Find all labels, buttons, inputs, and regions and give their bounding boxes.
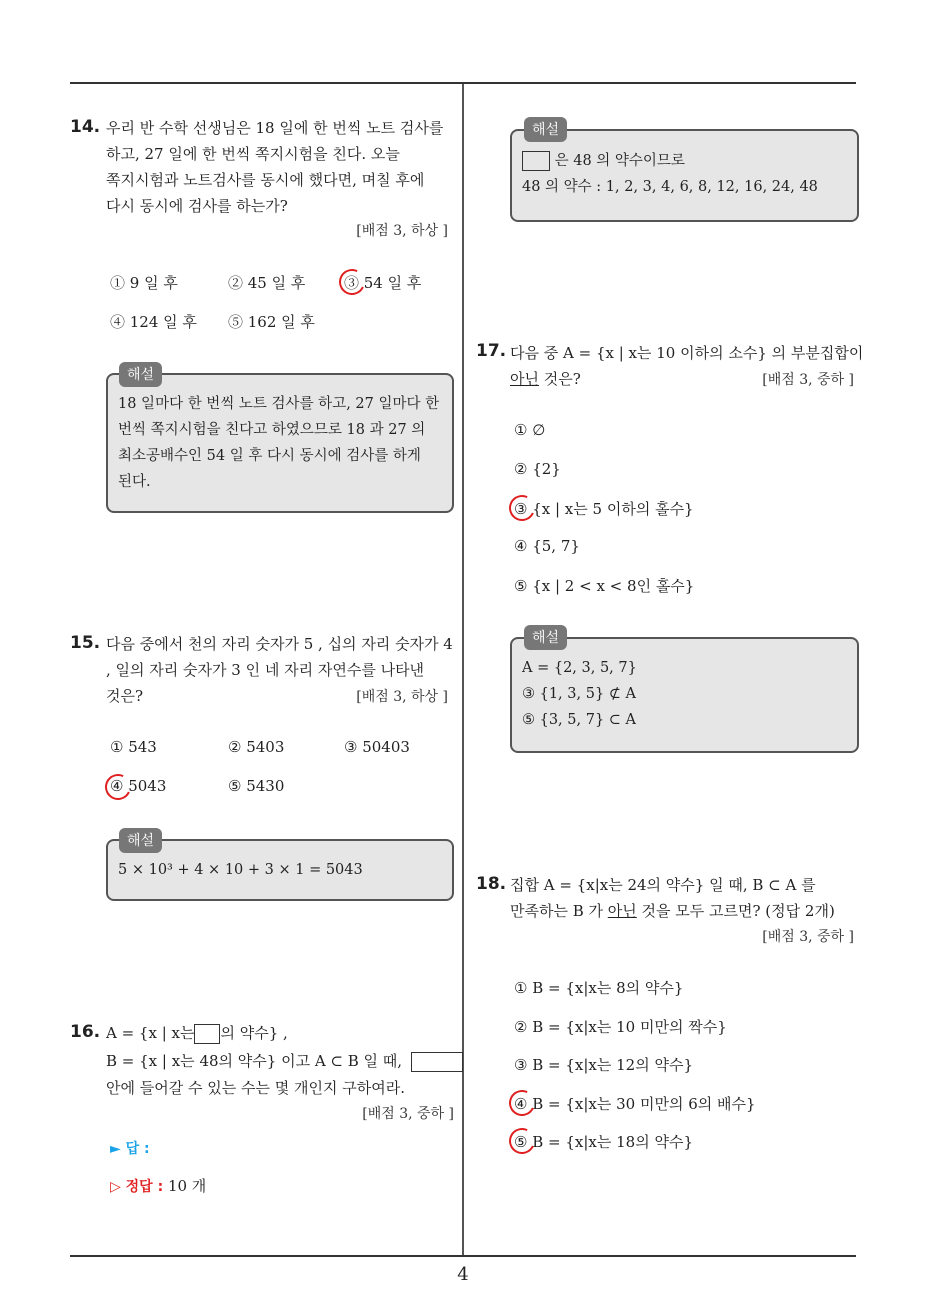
q18-text xyxy=(510,872,835,924)
q15-score: [배점 3, 하상 ] xyxy=(356,689,448,705)
q15-answer-mark-icon xyxy=(101,770,134,803)
q18-line2-a: 만족하는 B 가 xyxy=(510,902,608,920)
q17-line1: 다음 중 A = {x | x는 10 이하의 소수} 의 부분집합이 xyxy=(510,344,864,362)
q14-score: [배점 3, 하상 ] xyxy=(356,223,448,239)
q16-solution-text xyxy=(522,148,818,200)
q14-option-5[interactable]: ⑤ 162 일 후 xyxy=(228,313,315,331)
q17-option-4[interactable]: ④ {5, 7} xyxy=(514,537,580,555)
q18-option-5[interactable]: ⑤ B = {x|x는 18의 약수} xyxy=(514,1133,693,1151)
q14-line1: 우리 반 수학 선생님은 18 일에 한 번씩 노트 검사를 xyxy=(106,119,444,137)
q14-line2: 하고, 27 일에 한 번씩 쪽지시험을 친다. 오늘 xyxy=(106,145,400,163)
q14-sol-line3: 최소공배수인 54 일 후 다시 동시에 검사를 하게 xyxy=(118,448,421,464)
q14-sol-line4: 된다. xyxy=(118,474,151,490)
q18-answer-mark-icon-a xyxy=(505,1086,538,1119)
q17-option-3[interactable]: ③ {x | x는 5 이하의 홀수} xyxy=(514,500,694,518)
q17-sol-line3: ⑤ {3, 5, 7} ⊂ A xyxy=(522,712,637,728)
q15-line3: 것은? xyxy=(106,687,144,705)
q17-score: [배점 3, 중하 ] xyxy=(762,372,854,388)
q18-score: [배점 3, 중하 ] xyxy=(762,929,854,945)
q16-sol-line2: 48 의 약수 : 1, 2, 3, 4, 6, 8, 12, 16, 24, 48 xyxy=(522,179,818,195)
q16-answer-label: ► 답 : xyxy=(110,1141,150,1157)
q16-number: 16. xyxy=(70,1022,101,1042)
q14-number: 14. xyxy=(70,117,101,137)
q15-option-1[interactable]: ① 543 xyxy=(110,738,157,756)
q18-line1: 집합 A = {x|x는 24의 약수} 일 때, B ⊂ A 를 xyxy=(510,876,816,894)
q14-solution-text xyxy=(118,391,439,495)
q18-option-2[interactable]: ② B = {x|x는 10 미만의 짝수} xyxy=(514,1018,727,1036)
q14-text xyxy=(106,115,443,219)
q14-option-3[interactable]: ③ 54 일 후 xyxy=(344,274,422,292)
q17-answer-mark-icon xyxy=(505,491,538,524)
q16-line2-a: B = {x | x는 48의 약수} 이고 A ⊂ B 일 때, xyxy=(106,1052,403,1070)
q15-option-4[interactable]: ④ 5043 xyxy=(110,777,167,795)
q17-solution-tag: 해설 xyxy=(524,625,567,650)
q15-solution-tag: 해설 xyxy=(119,828,162,853)
q16-line2 xyxy=(106,1050,463,1072)
q16-line1 xyxy=(106,1022,288,1044)
q18-line2-underlined: 아닌 xyxy=(607,902,637,920)
bottom-rule xyxy=(70,1255,856,1257)
q16-line1-a: A = {x | x는 xyxy=(106,1024,195,1042)
q18-number: 18. xyxy=(476,874,507,894)
q15-option-2[interactable]: ② 5403 xyxy=(228,738,285,756)
q15-line2: , 일의 자리 숫자가 3 인 네 자리 자연수를 나타낸 xyxy=(106,661,425,679)
q15-option-5[interactable]: ⑤ 5430 xyxy=(228,777,285,795)
q17-line2-rest: 것은? xyxy=(538,370,581,388)
q17-sol-line1: A = {2, 3, 5, 7} xyxy=(522,660,637,676)
q15-number: 15. xyxy=(70,633,101,653)
q14-option-2[interactable]: ② 45 일 후 xyxy=(228,274,306,292)
q17-number: 17. xyxy=(476,341,507,361)
q18-option-4[interactable]: ④ B = {x|x는 30 미만의 6의 배수} xyxy=(514,1095,756,1113)
q15-solution-text: 5 × 10³ + 4 × 10 + 3 × 1 = 5043 xyxy=(118,862,363,878)
q14-sol-line1: 18 일마다 한 번씩 노트 검사를 하고, 27 일마다 한 xyxy=(118,396,440,412)
q14-sol-line2: 번씩 쪽지시험을 친다고 하였으므로 18 과 27 의 xyxy=(118,422,426,438)
q17-option-1[interactable]: ① ∅ xyxy=(514,421,546,439)
q17-sol-line2: ③ {1, 3, 5} ⊄ A xyxy=(522,686,637,702)
q17-line2-underlined: 아닌 xyxy=(510,370,539,388)
q16-sol-line1 xyxy=(522,148,818,174)
q16-blank-box-small xyxy=(194,1024,220,1044)
q16-final-label: ▷ 정답 : xyxy=(110,1179,164,1195)
q17-option-5[interactable]: ⑤ {x | 2 < x < 8인 홀수} xyxy=(514,577,695,595)
q16-solution-tag: 해설 xyxy=(524,117,567,142)
q14-solution-tag: 해설 xyxy=(119,362,162,387)
page-number: 4 xyxy=(457,1264,469,1285)
q18-line2-b: 것을 모두 고르면? (정답 2개) xyxy=(636,902,835,920)
q17-solution-text xyxy=(522,655,637,733)
q17-option-2[interactable]: ② {2} xyxy=(514,460,561,478)
q14-option-1[interactable]: ① 9 일 후 xyxy=(110,274,178,292)
q15-line1: 다음 중에서 천의 자리 숫자가 5 , 십의 자리 숫자가 4 xyxy=(106,635,453,653)
q18-answer-mark-icon-b xyxy=(505,1124,538,1157)
q16-sol-blank-box xyxy=(522,151,550,171)
q14-option-4[interactable]: ④ 124 일 후 xyxy=(110,313,197,331)
q18-line2 xyxy=(510,898,835,924)
q14-line3: 쪽지시험과 노트검사를 동시에 했다면, 며칠 후에 xyxy=(106,171,425,189)
q16-line3: 안에 들어갈 수 있는 수는 몇 개인지 구하여라. xyxy=(106,1079,405,1097)
column-divider xyxy=(462,84,464,1255)
q18-option-1[interactable]: ① B = {x|x는 8의 약수} xyxy=(514,979,684,997)
q16-final-value: 10 개 xyxy=(167,1177,207,1195)
q18-option-3[interactable]: ③ B = {x|x는 12의 약수} xyxy=(514,1056,693,1074)
q16-blank-box xyxy=(411,1052,463,1072)
q16-line1-b: 의 약수} , xyxy=(220,1024,288,1042)
q14-line4: 다시 동시에 검사를 하는가? xyxy=(106,197,288,215)
q16-final-answer xyxy=(110,1175,206,1196)
q14-answer-mark-icon xyxy=(335,265,368,298)
q16-score: [배점 3, 중하 ] xyxy=(362,1106,454,1122)
q16-sol-line1-text: 은 48 의 약수이므로 xyxy=(554,153,685,169)
q15-option-3[interactable]: ③ 50403 xyxy=(344,738,410,756)
